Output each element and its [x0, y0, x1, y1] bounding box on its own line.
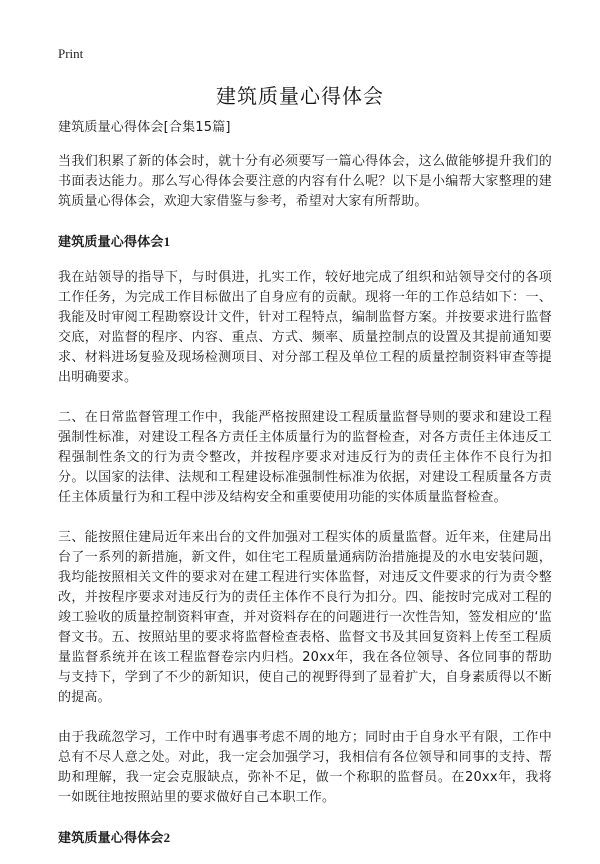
section-heading-2: 建筑质量心得体会2: [58, 830, 171, 845]
print-link[interactable]: Print: [58, 46, 84, 61]
section-1-paragraph: 我在站领导的指导下，与时俱进，扎实工作，较好地完成了组织和站领导交付的各项工作任务，为完成工作目标做出了自身应有的贡献。现将一年的工作总结如下：一、我能及时审阅工程勘察设计文件，针对工程特点，编制监督方案。并按要求进行监督交底，对监督的程序、内容、重点、方式、频率、质量控制点的设置及其提前通知要求、材料进场复验及现场检测项目、对分部工程及单位工程的质量控制资料审查等提出明确要求。: [58, 270, 552, 385]
article-subtitle: 建筑质量心得体会[合集15篇]: [58, 120, 231, 135]
section-1-paragraph: 二、在日常监督管理工作中，我能严格按照建设工程质量监督导则的要求和建设工程强制性标准，对建设工程各方责任主体质量行为的监督检查，对各方责任主体违反工程强制性条文的行为责令整改，并按程序要求对违反行为的责任主体作不良行为扣分。以国家的法律、法规和工程建设标准强制性标准为依据，对建设工程质量各方责任主体质量行为和工程中涉及结构安全和重要使用功能的实体质量监督检查。: [58, 410, 552, 505]
section-1-paragraph: 由于我疏忽学习，工作中时有遇事考虑不周的地方；同时由于自身水平有限，工作中总有不尽人意之处。对此，我一定会加强学习，我相信有各位领导和同事的支持、帮助和理解，我一定会克服缺点，弥补不足，做一个称职的监督员。在20xx年，我将一如既往地按照站里的要求做好自己本职工作。: [58, 730, 552, 805]
article-body: [58, 118, 552, 864]
page-title: 建筑质量心得体会: [216, 84, 384, 108]
section-1-paragraph: 三、能按照住建局近年来出台的文件加强对工程实体的质量监督。近年来，住建局出台了一系列的新措施，新文件，如住宅工程质量通病防治措施提及的水电安装问题，我均能按照相关文件的要求对在建工程进行实体监督，对违反文件要求的行为责令整改，并按程序要求对违反行为的责任主体作不良行为扣分。四、能按时完成对工程的竣工验收的质量控制资料审查，并对资料存在的问题进行一次性告知，签发相应的‘监督文书。五、按照站里的要求将监督检查表格、监督文书及其回复资料上传至工程质量监督系统并在该工程监督卷宗内归档。20xx年，我在各位领导、各位同事的帮助与支持下，学到了不少的新知识，使自己的视野得到了显着扩大，自身素质得以不断的提高。: [58, 530, 552, 705]
intro-paragraph: 当我们积累了新的体会时，就十分有必须要写一篇心得体会，这么做能够提升我们的书面表达能力。那么写心得体会要注意的内容有什么呢？以下是小编帮大家整理的建筑质量心得体会，欢迎大家借鉴与参考，希望对大家有所帮助。: [58, 154, 552, 209]
section-heading-1: 建筑质量心得体会1: [58, 234, 171, 249]
